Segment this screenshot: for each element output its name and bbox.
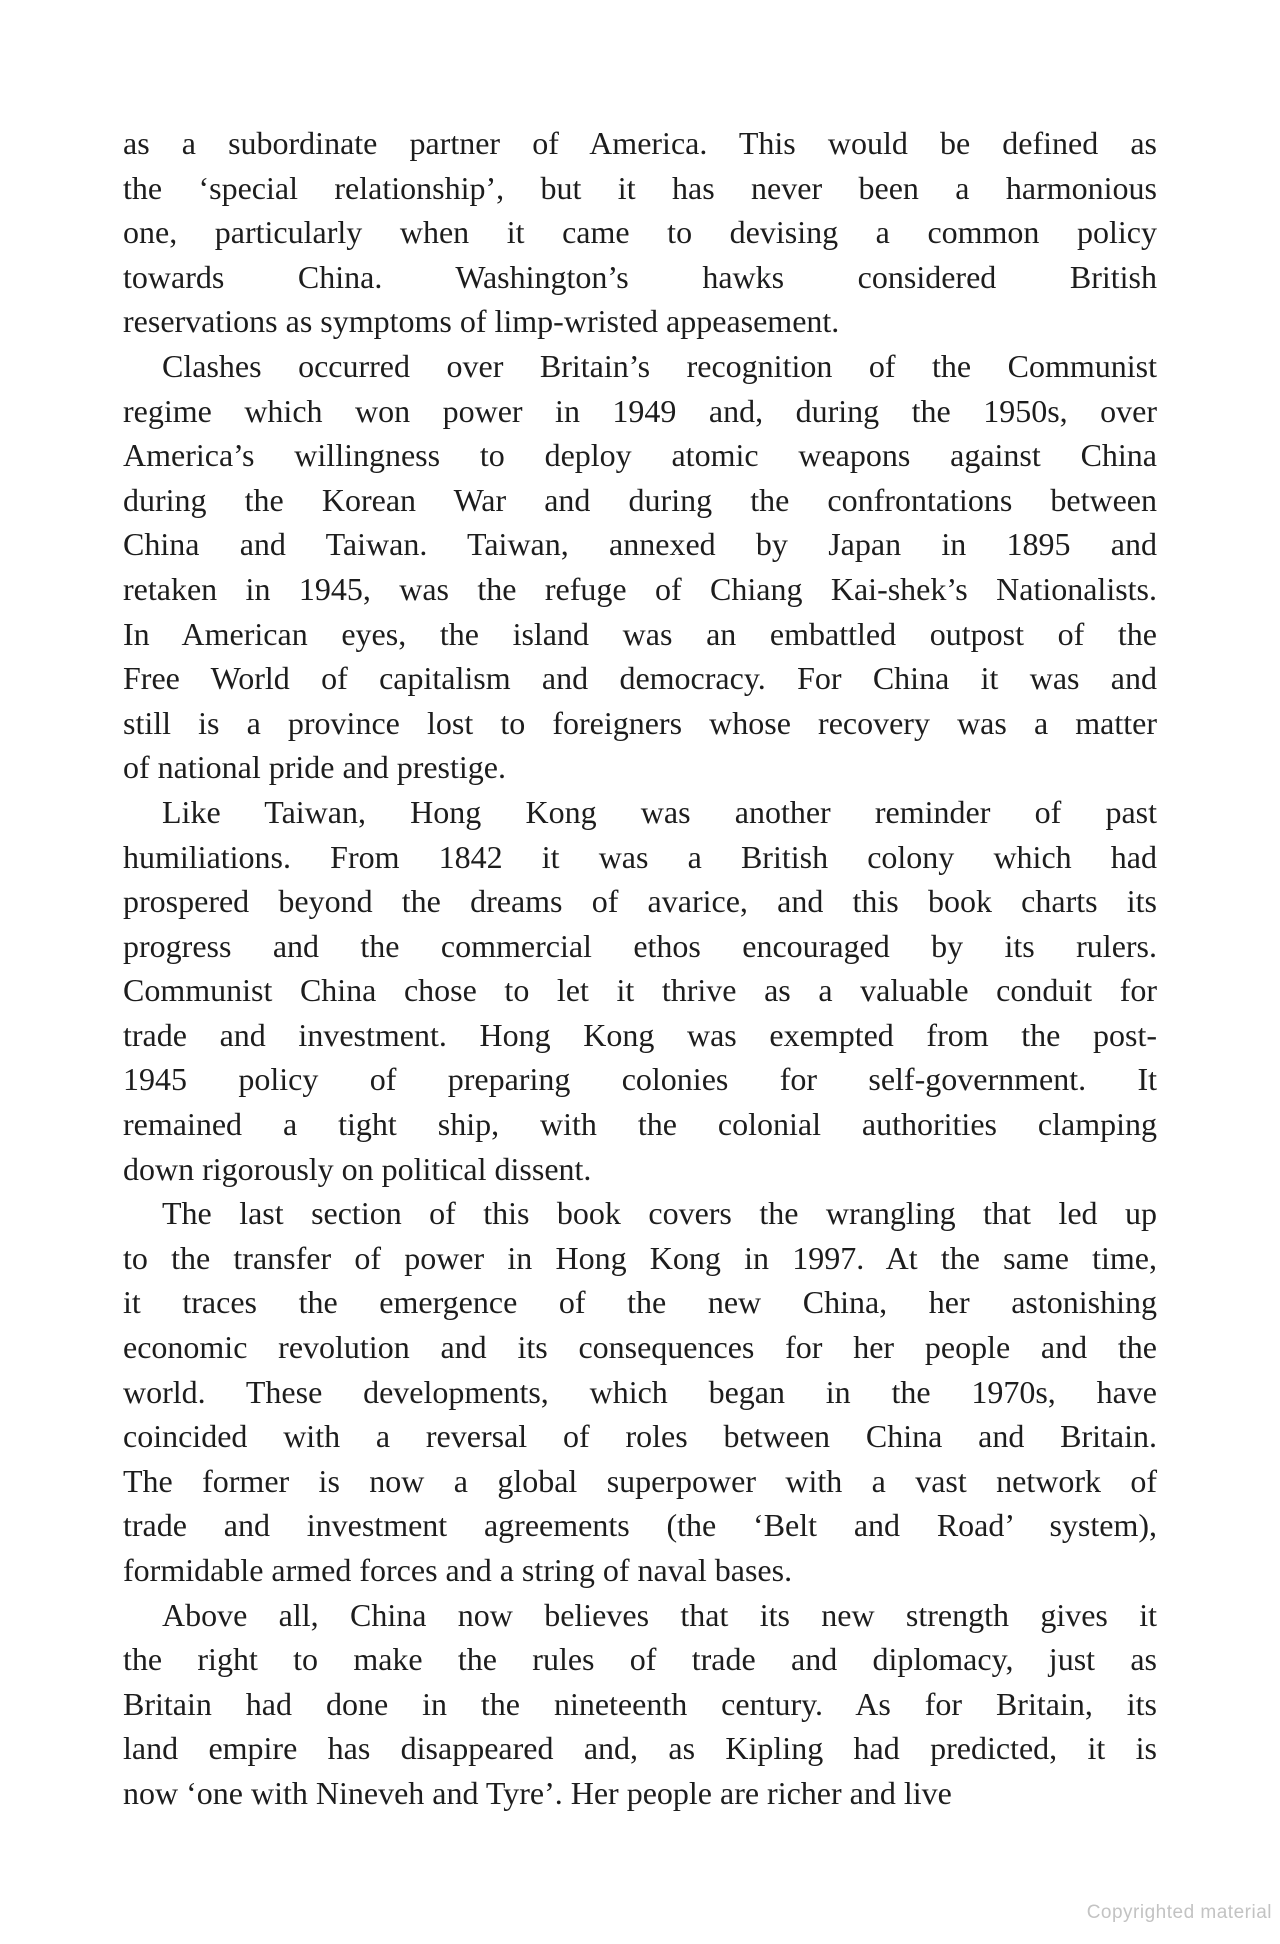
text-line: world. These developments, which began in the 1970s, have (123, 1373, 1157, 1410)
text-line: The former is now a global superpower with a vast network of (123, 1462, 1157, 1499)
text-line: trade and investment agreements (the ‘Belt and Road’ system), (123, 1507, 1157, 1544)
paragraph (123, 344, 1157, 790)
text-line: formidable armed forces and a string of naval bases. (123, 1552, 793, 1588)
text-line: Communist China chose to let it thrive as a valuable conduit for (123, 972, 1157, 1009)
text-block (123, 121, 1157, 1816)
text-line: regime which won power in 1949 and, during the 1950s, over (123, 392, 1157, 429)
text-line: progress and the commercial ethos encouraged by its rulers. (123, 927, 1157, 964)
text-line: In American eyes, the island was an embattled outpost of the (123, 615, 1157, 652)
text-line: land empire has disappeared and, as Kipling had predicted, it is (123, 1730, 1157, 1767)
text-line: Clashes occurred over Britain’s recognition of the Communist (162, 347, 1157, 384)
text-line: trade and investment. Hong Kong was exempted from the post- (123, 1016, 1157, 1053)
text-line: Free World of capitalism and democracy. For China it was and (123, 660, 1157, 697)
text-line: towards China. Washington’s hawks considered British (123, 258, 1157, 295)
paragraph (123, 1593, 1157, 1816)
text-line: Above all, China now believes that its new strength gives it (162, 1596, 1157, 1633)
paragraph (123, 1191, 1157, 1592)
text-line: Britain had done in the nineteenth century. As for Britain, its (123, 1685, 1157, 1722)
text-line: as a subordinate partner of America. This would be defined as (123, 125, 1157, 161)
text-line: reservations as symptoms of limp-wristed appeasement. (123, 303, 840, 340)
text-line: remained a tight ship, with the colonial authorities clamping (123, 1106, 1157, 1143)
text-line: humiliations. From 1842 it was a British colony which had (123, 838, 1157, 875)
text-line: now ‘one with Nineveh and Tyre’. Her people are richer and live (123, 1774, 952, 1811)
paragraph (123, 121, 1157, 344)
copyright-watermark: Copyrighted material (1086, 1902, 1272, 1923)
text-line: still is a province lost to foreigners whose recovery was a matter (123, 704, 1157, 741)
text-line: down rigorously on political dissent. (123, 1150, 592, 1187)
text-line: America’s willingness to deploy atomic weapons against China (123, 437, 1157, 474)
text-line: during the Korean War and during the confrontations between (123, 481, 1157, 518)
text-line: 1945 policy of preparing colonies for self-government. It (123, 1061, 1157, 1098)
text-line: to the transfer of power in Hong Kong in 1997. At the same time, (123, 1239, 1157, 1276)
text-line: The last section of this book covers the wrangling that led up (162, 1195, 1157, 1232)
text-line: Like Taiwan, Hong Kong was another reminder of past (162, 793, 1157, 830)
text-line: one, particularly when it came to devising a common policy (123, 214, 1157, 251)
text-line: the ‘special relationship’, but it has never been a harmonious (123, 169, 1157, 206)
text-line: it traces the emergence of the new China, her astonishing (123, 1284, 1157, 1321)
text-line: retaken in 1945, was the refuge of Chiang Kai-shek’s Nationalists. (123, 570, 1157, 607)
paragraph (123, 790, 1157, 1191)
text-line: coincided with a reversal of roles between China and Britain. (123, 1418, 1157, 1455)
text-line: economic revolution and its consequences for her people and the (123, 1329, 1157, 1366)
text-line: of national pride and prestige. (123, 749, 506, 786)
text-line: China and Taiwan. Taiwan, annexed by Japan in 1895 and (123, 526, 1157, 563)
text-line: prospered beyond the dreams of avarice, and this book charts its (123, 883, 1157, 920)
text-line: the right to make the rules of trade and diplomacy, just as (123, 1641, 1157, 1678)
